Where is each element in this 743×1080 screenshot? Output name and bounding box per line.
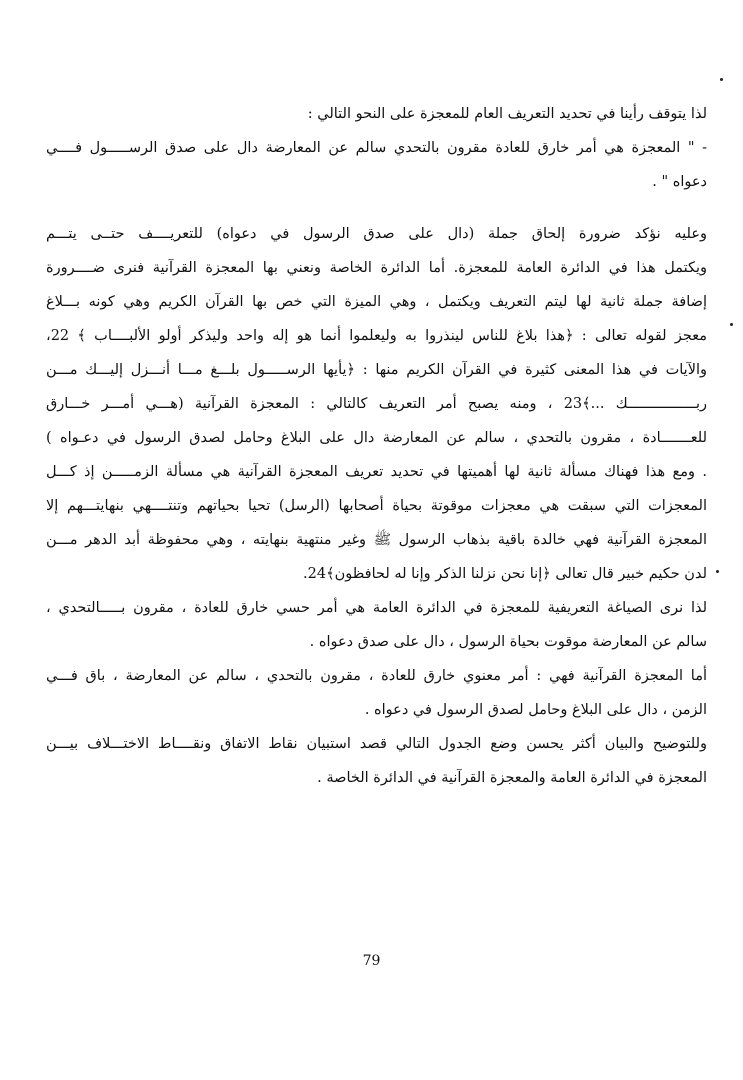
text-line: المعجزة القرآنية فهي خالدة باقية بذهاب الرسول ﷺ وغير منتهية بنهايته ، وهي محفوظة أبد الدهر مـــن [46, 532, 707, 548]
margin-mark [730, 323, 733, 326]
text-line: إضافة جملة ثانية لها ليتم التعريف ويكتمل ، وهي الميزة التي خص بها القرآن الكريم وهي كونه بـــلاغ [46, 294, 707, 310]
page-number: 79 [362, 953, 381, 969]
text-line: سالم عن المعارضة موقوت بحياة الرسول ، دال على صدق دعواه . [309, 634, 707, 650]
text-line: وعليه نؤكد ضرورة إلحاق جملة (دال على صدق الرسول في دعواه) للتعريــــف حتــى يتـــم [46, 226, 707, 242]
body-text [46, 97, 707, 795]
margin-mark [716, 570, 719, 573]
text-line: المعجزات التي سبقت هي معجزات موقوتة بحياة أصحابها (الرسل) تحيا بحياتهم وتنتــــهي بنهايتـــهم إلا [46, 498, 707, 514]
text-line: لذا يتوقف رأينا في تحديد التعريف العام للمعجزة على النحو التالي : [307, 106, 707, 122]
text-line: أما المعجزة القرآنية فهي : أمر معنوي خارق للعادة ، مقرون بالتحدي ، سالم عن المعارضة ، باق فـــي [46, 668, 707, 684]
text-line: المعجزة في الدائرة العامة والمعجزة القرآنية في الدائرة الخاصة . [317, 770, 707, 786]
text-line: . ومع هذا فهناك مسألة ثانية لها أهميتها في تحديد تعريف المعجزة القرآنية هي مسألة الزمـــــن إذ كـــل [46, 464, 707, 480]
text-line: ربــــــــــــــــك ...﴾23 ، ومنه يصبح أمر التعريف كالتالي : المعجزة القرآنية (هـــي أمـــر خـــارق [46, 396, 707, 412]
text-line: ويكتمل هذا في الدائرة العامة للمعجزة. أما الدائرة الخاصة ونعني بها المعجزة القرآنية فنرى ضــــرورة [46, 260, 707, 276]
margin-mark [720, 78, 723, 81]
text-line: وللتوضيح والبيان أكثر يحسن وضع الجدول التالي قصد استبيان نقاط الاتفاق ونقــــاط الاختـــلاف بيـــن [46, 736, 707, 752]
text-line: لدن حكيم خبير قال تعالى ﴿إنا نحن نزلنا الذكر وإنا له لحافظون﴾24. [303, 566, 707, 582]
text-line: لذا نرى الصياغة التعريفية للمعجزة في الدائرة العامة هي أمر حسي خارق للعادة ، مقرون بـــــالتحدي ، [46, 600, 707, 616]
paragraph-gap [46, 199, 707, 217]
text-line: دعواه " . [652, 174, 707, 190]
text-line: - " المعجزة هي أمر خارق للعادة مقرون بالتحدي سالم عن المعارضة دال على صدق الرســـــول فــــي [46, 140, 707, 156]
text-line: معجز لقوله تعالى : ﴿هذا بلاغ للناس لينذروا به وليعلموا أنما هو إله واحد وليذكر أولو الألبــــاب ﴾ 22، [46, 328, 707, 344]
text-line: للعـــــــادة ، مقرون بالتحدي ، سالم عن المعارضة دال على البلاغ وحامل لصدق الرسول في دعـواه ) [46, 430, 707, 446]
text-line: الزمن ، دال على البلاغ وحامل لصدق الرسول في دعواه . [364, 702, 707, 718]
text-line: والآيات في هذا المعنى كثيرة في القرآن الكريم منها : ﴿يأيها الرســـــول بلـــغ مـــا أنـــزل إليـــك مـــن [46, 362, 707, 378]
